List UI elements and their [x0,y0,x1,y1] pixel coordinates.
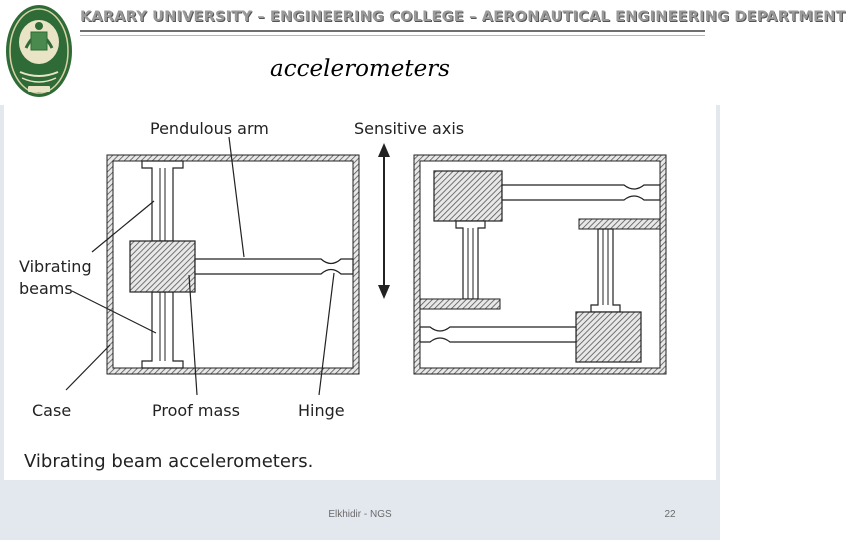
upper-beam-support [420,299,500,309]
footer-text: Elkhidir - NGS [328,509,392,520]
label-proof-mass: Proof mass [152,401,240,420]
header-rule-thin [80,35,705,36]
label-vibrating: Vibrating [19,257,92,276]
upper-proof-mass [434,171,502,221]
proof-mass [130,241,195,292]
university-logo [4,2,74,100]
label-hinge: Hinge [298,401,345,420]
slide-header [0,0,846,105]
lower-proof-mass [576,312,641,362]
label-case: Case [32,401,72,420]
page-number: 22 [664,509,676,520]
accelerometer-diagram [4,105,716,480]
label-sensitive-axis: Sensitive axis [354,119,465,138]
slide-title: accelerometers [270,56,450,82]
lower-beam-support [579,219,660,229]
left-accelerometer [107,155,359,374]
right-accelerometer [414,155,666,374]
sensitive-axis-arrow [378,143,390,299]
label-pendulous-arm: Pendulous arm [150,119,269,138]
figure-caption: Vibrating beam accelerometers. [24,451,314,472]
label-beams: beams [19,279,73,298]
university-header-title: KARARY UNIVERSITY – ENGINEERING COLLEGE – AERONAUTICAL ENGINEERING DEPARTMENT [80,9,846,25]
header-rule [80,30,705,32]
right-edge-strip [716,105,720,480]
